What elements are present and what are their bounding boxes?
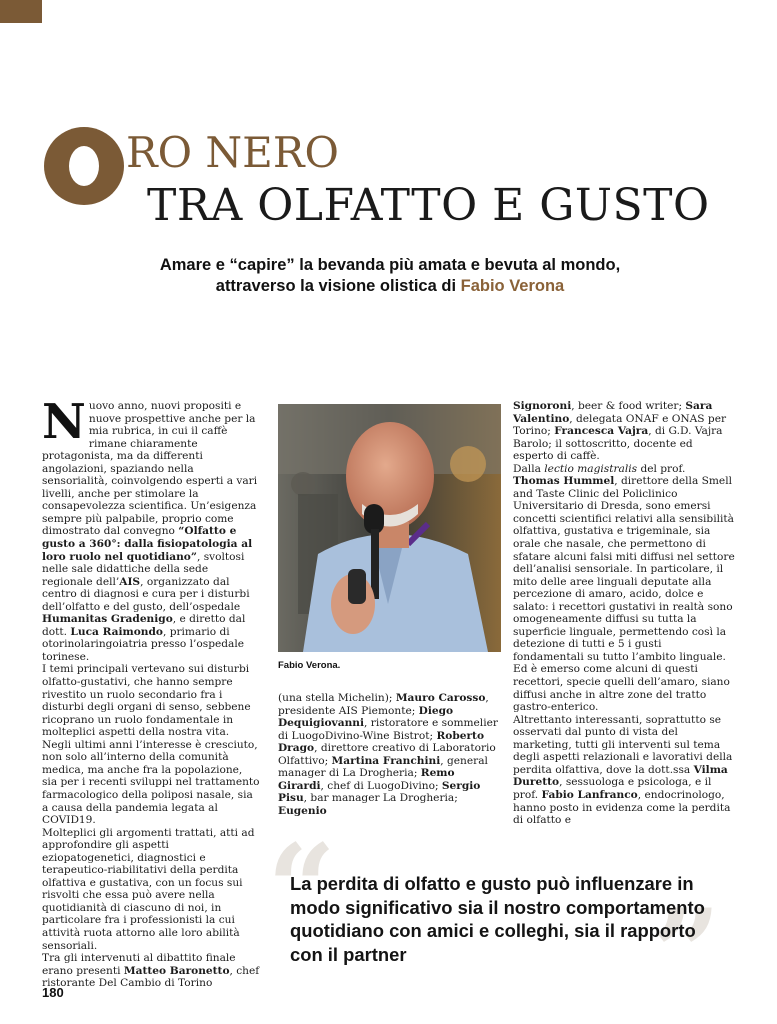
article-column-3 [513, 400, 735, 827]
column-2-run: Roberto Drago [278, 729, 485, 755]
column-3-run: , direttore della Smell and Taste Clinic del Policlinico Universitario di Dresda, sono emersi concetti scientifici relativi alla sensibilità olfattiva, gustativa e trigeminale, sia orale che nasale, che permettono di sfatare alcuni falsi miti diffusi nel settore dell’analisi sensoriale. In particolare, il mito delle aree linguali deputate alla percezione di amaro, acido, dolce e salato: i recettori gustativi in realtà sono omogeneamente diffusi su tutta la superficie linguale, permettendo così la detezione di tutti e 5 i gusti fondamentali su tutto l’ambito linguale. Ed è emerso come alcuni di questi recettori, specie quelli dell’amaro, siano diffusi anche in altre zone del tratto gastro-enterico. [513, 475, 735, 714]
column-1-run: Luca Raimondo [70, 625, 163, 638]
column-3-run: Sara Valentino [513, 400, 713, 425]
pull-quote: La perdita di olfatto e gusto può influenzare in modo significativo sia il nostro comportamento quotidiano con amici e colleghi, sia il rapporto con il partner [290, 873, 705, 965]
column-1-run: “Olfatto e gusto a 360°: dalla fisiopatologia al loro ruolo nel quotidiano” [42, 525, 253, 563]
column-3-run: , di G.D. Vajra Barolo; il sottoscritto, docente ed esperto di caffè. [513, 425, 723, 463]
column-3-run: Altrettanto interessanti, soprattutto se osservati dal punto di vista del marketing, tutti gli interventi sul tema degli aspetti relazionali e lavorativi della perdita olfattiva, dove la dott.ssa [513, 713, 733, 776]
photo-caption: Fabio Verona. [278, 660, 341, 671]
column-2-run: (una stella Michelin); [278, 692, 396, 704]
column-2-run: Mauro Carosso [395, 692, 486, 704]
column-2-run: , direttore creativo di Laboratorio Olfattivo; [278, 742, 496, 767]
article-column-2 [278, 692, 500, 817]
column-1-run: I temi principali vertevano sui disturbi olfatto-gustativi, che hanno sempre rivestito un ruolo secondario fra i disturbi degli organi di senso, sebbene ricoprano un ruolo fondamentale in molteplici aspetti della nostra vita. [42, 663, 251, 739]
speaker-photo-image [278, 404, 501, 652]
column-1-text [42, 394, 260, 990]
subtitle-line-1: Amare e “capire” la bevanda più amata e bevuta al mondo, [159, 256, 621, 274]
column-2-body [278, 692, 500, 817]
column-3-run: Vilma Duretto [513, 763, 728, 789]
column-1-run: Matteo Baronetto [123, 964, 230, 977]
column-2-run: , chef di LuogoDivino; [320, 779, 442, 792]
column-2-run: , general manager di La Drogheria; [278, 754, 488, 780]
page-number: 180 [42, 985, 64, 1000]
column-3-run: Fabio Lanfranco [541, 788, 638, 801]
column-3-run: Signoroni [513, 400, 572, 412]
speaker-photo [278, 404, 501, 652]
column-1-run: Tra gli intervenuti al dibattito finale erano presenti [42, 952, 236, 977]
article-dropcap: N [42, 394, 86, 450]
column-3-run: , sessuologa e psicologa, e il prof. [513, 776, 712, 801]
column-2-run: Diego Dequigiovanni [278, 704, 454, 730]
column-2-run: Martina Franchini [331, 754, 441, 767]
svg-text:”: ” [652, 883, 722, 1024]
column-3-body [513, 400, 735, 827]
column-3-run: , delegata ONAF e ONAS per Torino; [513, 412, 727, 438]
column-2-run: , ristoratore e sommelier di LuogoDivino-Wine Bistrot; [278, 717, 498, 742]
column-3-run: Thomas Hummel [513, 475, 615, 488]
subtitle [100, 255, 680, 297]
column-3-run: , beer & food writer; [571, 400, 686, 412]
column-3-run: lectio magistralis [544, 462, 638, 475]
column-3-run: Francesca Vajra [554, 425, 649, 438]
subtitle-author: Fabio Verona [460, 277, 565, 295]
subtitle-prefix: attraverso la visione olistica di [215, 277, 457, 295]
corner-tab [0, 0, 42, 23]
svg-text:“: “ [267, 818, 337, 959]
column-2-run: , presidente AIS Piemonte; [278, 692, 489, 717]
column-1-run: , organizzato dal centro di diagnosi e cura per i disturbi dell’olfatto e del gusto, dell’ospedale [42, 575, 250, 613]
column-1-body [42, 394, 260, 990]
column-1-run: uovo anno, nuovi propositi e nuove prospettive anche per la mia rubrica, in cui il caffè rimane chiaramente protagonista, ma da differenti angolazioni, spaziando nella sensorialità, coinvolgendo esperti a vari livelli, anche per stimolare la consapevolezza scientifica. Un’esigenza sempre più palpabile, proprio come dimostrato dal convegno [42, 400, 258, 538]
column-2-run: Eugenio [278, 804, 327, 817]
article-column-1 [42, 394, 260, 990]
column-1-run: AIS [119, 575, 141, 588]
title-line-1: RO NERO [126, 128, 339, 177]
title-dropcap-o [40, 122, 128, 210]
column-2-run: , bar manager La Drogheria; [303, 792, 458, 805]
column-1-run: , svoltosi nelle sale didattiche della sede regionale dell’ [42, 550, 245, 588]
subtitle-line-2 [100, 276, 680, 297]
column-1-run: Negli ultimi anni l’interesse è cresciuto, non solo all’interno della comunità medica, ma anche fra la popolazione, sia per i recenti sviluppi nel trattamento farmacologico della poliposi nasale, sia a causa della pandemia legata al COVID19. [42, 738, 260, 827]
column-3-run: , endocrinologo, hanno posto in evidenza come la perdita di olfatto e [513, 788, 731, 827]
column-2-run: Sergio Pisu [278, 779, 481, 805]
column-1-run: , e diretto dal dott. [42, 613, 246, 638]
title-line-2: TRA OLFATTO E GUSTO [147, 180, 710, 231]
column-1-run: Humanitas Gradenigo [42, 613, 173, 626]
article-title [40, 122, 760, 232]
column-1-run: , chef ristorante Del Cambio di Torino [42, 964, 260, 990]
column-1-run: , primario di otorinolaringoiatria presso l’ospedale torinese. [42, 625, 245, 663]
column-3-run: Dalla [513, 462, 545, 475]
column-2-run: Remo Girardi [278, 767, 455, 792]
column-1-run: Molteplici gli argomenti trattati, atti ad approfondire gli aspetti eziopatogenetici, diagnostici e terapeutico-riabilitativi della perdita olfattiva e gustativa, con un focus sui risvolti che essa può avere nella quotidianità di ciascuno di noi, in particolare fra i professionisti la cui attività ruota attorno alle loro abilità sensoriali. [42, 826, 255, 952]
column-3-run: del prof. [637, 462, 686, 475]
